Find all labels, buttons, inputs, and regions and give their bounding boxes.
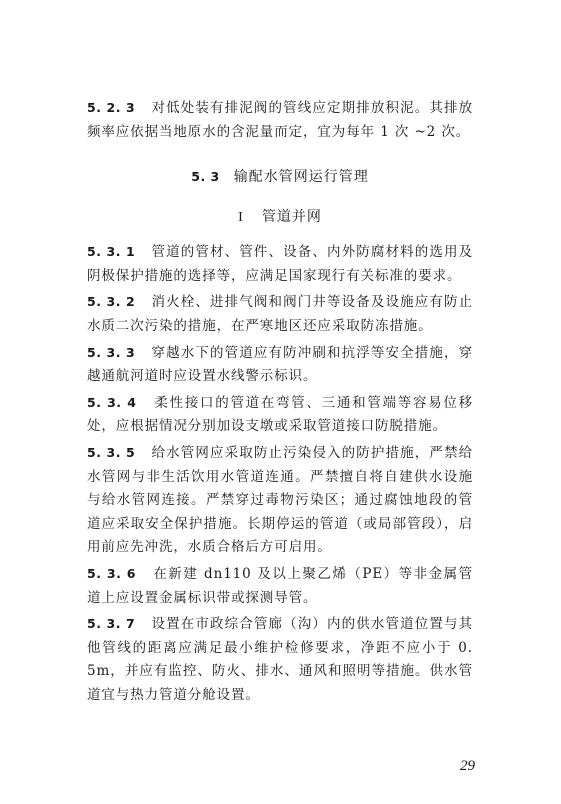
clause-text: 穿越水下的管道应有防冲刷和抗浮等安全措施，穿越通航河道时应设置水线警示标识。 [87,344,473,385]
clause-5-3-6 [87,562,473,610]
clause-number: 5. 3. 7 [87,616,136,632]
clause-text: 消火栓、进排气阀和阀门井等设备及设施应有防止水质二次污染的措施，在严寒地区还应采取防冻措施。 [87,294,473,334]
clause-number: 5. 3. 6 [87,565,136,581]
clause-text: 对低处装有排泥阀的管线应定期排放积泥。其排放频率应依据当地原水的含泥量而定，宜为每年 1 次 ~2 次。 [87,100,473,140]
section-heading [87,166,473,186]
clause-5-3-5 [87,441,473,560]
clause-number: 5. 3. 5 [87,444,136,460]
page-content [87,96,479,709]
clause-text: 给水管网应采取防止污染侵入的防护措施，严禁给水管网与非生活饮用水管道连通。严禁擅自将自建供水设施与给水管网连接。严禁穿过毒物污染区；通过腐蚀地段的管道应采取安全保护措施。长期停运的管道（或局部管段），启用前应先冲洗，水质合格后方可启用。 [87,444,473,556]
section-number: 5. 3 [191,169,220,185]
clause-text: 设置在市政综合管廊（沟）内的供水管道位置与其他管线的距离应满足最小维护检修要求，净距不应小于 0. 5m，并应有监控、防火、排水、通风和照明等措施。供水管道宜与热力管道分舱设置。 [87,616,479,703]
clause-number: 5. 3. 3 [87,344,136,360]
clause-5-2-3 [87,96,473,144]
subsection-numeral: I [238,210,244,226]
clause-text: 管道的管材、管件、设备、内外防腐材料的选用及阴极保护措施的选择等，应满足国家现行有关标准的要求。 [87,244,473,284]
clause-text: 在新建 dn110 及以上聚乙烯（PE）等非金属管道上应设置金属标识带或探测导管。 [87,565,474,606]
clause-number: 5. 3. 1 [87,244,136,260]
clause-number: 5. 3. 2 [87,294,136,310]
clause-5-3-3 [87,341,473,389]
clause-text: 柔性接口的管道在弯管、三通和管端等容易位移处，应根据情况分别加设支墩或采取管道接口防脱措施。 [87,394,473,435]
subsection-title: 管道并网 [261,209,322,226]
clause-5-3-2 [87,290,473,338]
subsection-heading [87,206,473,226]
clause-number: 5. 2. 3 [87,100,136,115]
section-title: 输配水管网运行管理 [233,169,369,186]
clause-5-3-4 [87,391,473,439]
clause-number: 5. 3. 4 [87,394,137,410]
clause-5-3-1 [87,240,473,288]
page-number: 29 [460,758,475,774]
clause-5-3-7 [87,612,479,707]
